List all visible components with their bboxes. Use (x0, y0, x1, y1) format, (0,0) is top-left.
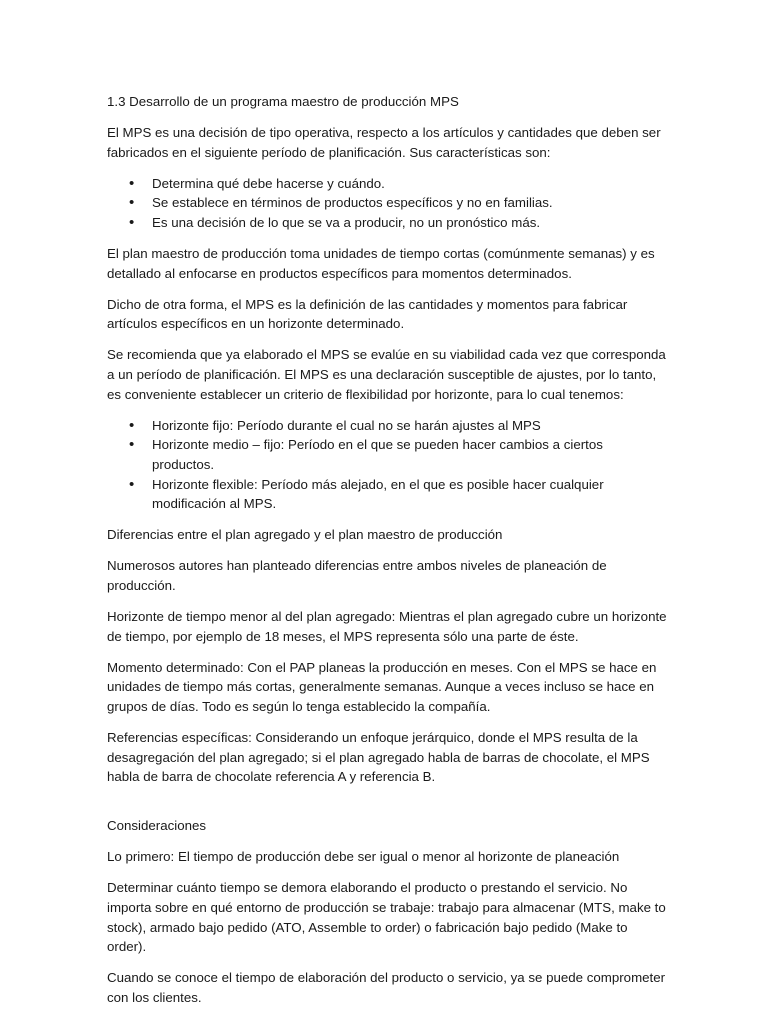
difference-references: Referencias específicas: Considerando un enfoque jerárquico, donde el MPS resulta de la desagregación del plan agregado; si el plan agregado habla de barras de chocolate, el MPS habla de barra de chocolate referencia A y referencia B. (107, 729, 650, 785)
horizons-list (107, 416, 668, 514)
differences-title: Diferencias entre el plan agregado y el plan maestro de producción (107, 527, 503, 543)
blank-line (107, 798, 668, 816)
characteristics-list (107, 174, 668, 233)
list-item: • Horizonte flexible: Período más alejado, en el que es posible hacer cualquier modificación al MPS. (107, 475, 668, 514)
difference-moment: Momento determinado: Con el PAP planeas la producción en meses. Con el MPS se hace en unidades de tiempo más cortas, generalmente semanas. Aunque a veces incluso se hace en grupos de días. Todo es según lo tenga establecido la compañía. (107, 659, 657, 714)
section-heading: 1.3 Desarrollo de un programa maestro de producción MPS (107, 94, 459, 109)
definition-paragraph: Dicho de otra forma, el MPS es la definición de las cantidades y momentos para fabricar artículos específicos en un horizonte determinado. (107, 296, 628, 332)
plan-paragraph: El plan maestro de producción toma unidades de tiempo cortas (comúnmente semanas) y es detallado al enfocarse en productos específicos para momentos determinados. (107, 246, 655, 281)
intro-paragraph: El MPS es una decisión de tipo operativa, respecto a los artículos y cantidades que deben ser fabricados en el siguiente período de planificación. Sus características son: (107, 125, 661, 160)
list-item: • Determina qué debe hacerse y cuándo. (107, 174, 668, 194)
list-item: • Es una decisión de lo que se va a producir, no un pronóstico más. (107, 213, 668, 233)
differences-intro: Numerosos autores han planteado diferencias entre ambos niveles de planeación de producción. (107, 558, 607, 593)
list-item: • Horizonte medio – fijo: Período en el que se pueden hacer cambios a ciertos productos. (107, 435, 668, 474)
considerations-title: Consideraciones (107, 818, 207, 834)
difference-horizon: Horizonte de tiempo menor al del plan agregado: Mientras el plan agregado cubre un horizonte de tiempo, por ejemplo de 18 meses, el MPS representa sólo una parte de éste. (107, 608, 667, 644)
list-item: • Horizonte fijo: Período durante el cual no se harán ajustes al MPS (107, 416, 668, 436)
consideration-determine: Determinar cuánto tiempo se demora elaborando el producto o prestando el servicio. No importa sobre en qué entorno de producción se trabaje: trabajo para almacenar (MTS, make to stock), armado bajo pedido (ATO, Assemble to order) o fabricación bajo pedido (Make to order). (107, 880, 666, 955)
consideration-first: Lo primero: El tiempo de producción debe ser igual o menor al horizonte de planeación (107, 849, 620, 865)
list-item: • Se establece en términos de productos específicos y no en familias. (107, 193, 668, 213)
consideration-known: Cuando se conoce el tiempo de elaboración del producto o servicio, ya se puede comprometer con los clientes. (107, 970, 666, 1005)
recommendation-paragraph: Se recomienda que ya elaborado el MPS se evalúe en su viabilidad cada vez que corresponda a un período de planificación. El MPS es una declaración susceptible de ajustes, por lo tanto, es conveniente establecer un criterio de flexibilidad por horizonte, para lo cual tenemos: (107, 347, 666, 402)
